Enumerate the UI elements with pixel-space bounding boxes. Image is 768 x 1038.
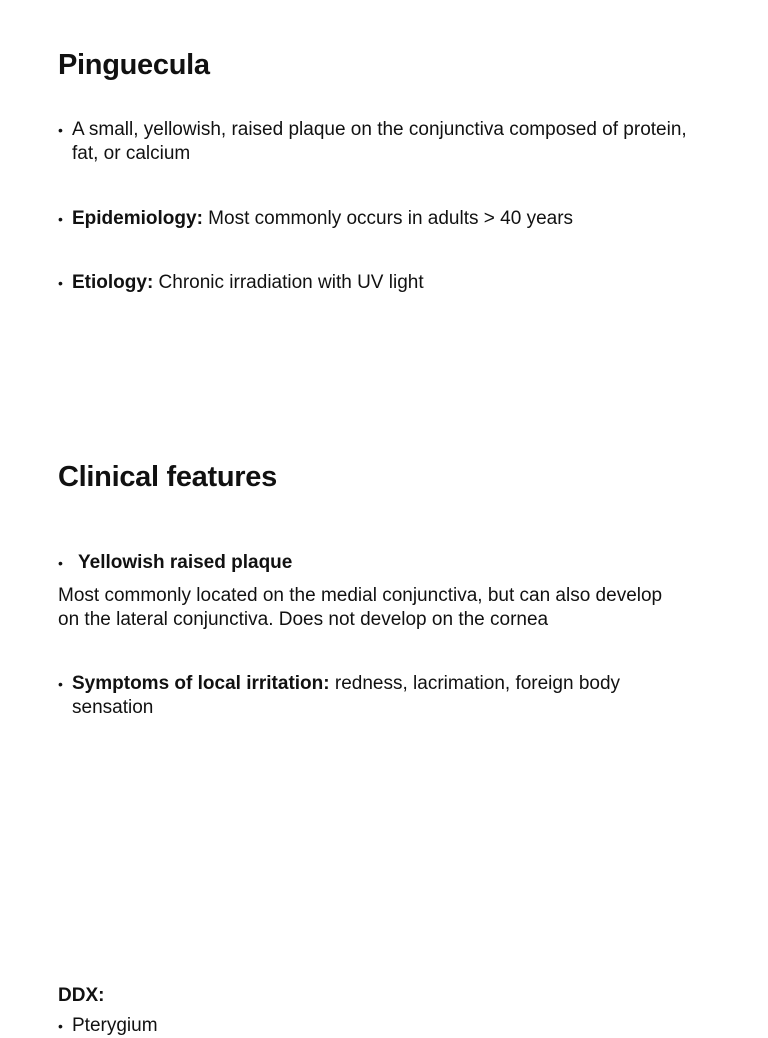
bullet-definition xyxy=(58,118,698,166)
bullet-dot: • xyxy=(58,1018,63,1034)
bullet-dot: • xyxy=(58,122,63,138)
bullet-lead: Etiology: xyxy=(72,272,154,293)
bullet-text: Symptoms of local irritation: redness, lacrimation, foreign body sensation xyxy=(72,673,621,718)
bullet-text: Pterygium xyxy=(72,1015,158,1036)
bullet-dot: • xyxy=(58,211,63,227)
bullet-dot: • xyxy=(58,275,63,291)
bullet-etiology xyxy=(58,271,698,295)
bullet-text xyxy=(58,551,698,575)
bullet-epidemiology xyxy=(58,207,698,231)
bullet-text: A small, yellowish, raised plaque on the conjunctiva composed of protein, fat, or calcium xyxy=(72,119,687,164)
bullet-symptoms xyxy=(58,672,698,720)
bullet-text: Epidemiology: Most commonly occurs in adults > 40 years xyxy=(72,208,574,229)
bullet-ddx-first xyxy=(58,1014,698,1038)
bullet-yellowish-plaque xyxy=(58,551,698,575)
bullet-dot: • xyxy=(58,676,63,692)
bullet-text: Etiology: Chronic irradiation with UV light xyxy=(72,272,424,293)
bullet-dot: • xyxy=(58,555,63,571)
title-pinguecula: Pinguecula xyxy=(58,49,210,81)
location-paragraph: Most commonly located on the medial conjunctiva, but can also develop on the lateral conjunctiva. Does not develop on the cornea xyxy=(58,585,663,630)
title-clinical-features: Clinical features xyxy=(58,461,277,493)
bullet-lead: Epidemiology: xyxy=(72,208,203,229)
ddx-label: DDX: xyxy=(58,985,105,1006)
bullet-lead: Yellowish raised plaque xyxy=(78,552,293,573)
bullet-lead: Symptoms of local irritation: xyxy=(72,673,330,694)
